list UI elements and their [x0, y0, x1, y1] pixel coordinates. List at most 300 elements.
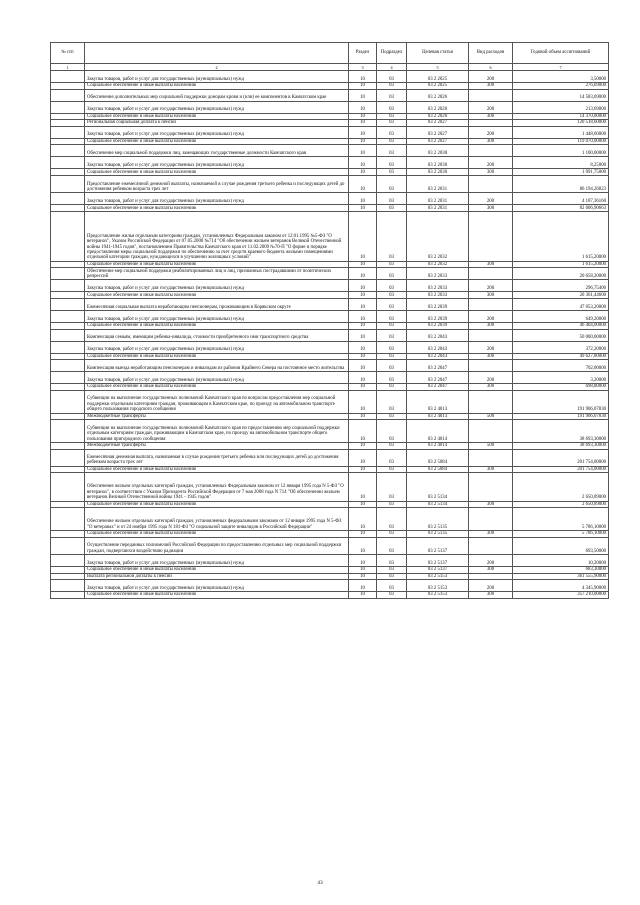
row-sum-cell: 4 345,90000	[513, 580, 609, 592]
row-name-cell: Социальное обеспечение и иные выплаты населению	[85, 261, 349, 268]
table-row	[51, 449, 609, 466]
row-name-cell: Предоставление ежемесячной денежной выплаты, назначаемой в случае рождения третьего ребенка и последующих детей до достижения ребенком возраста трех лет	[85, 175, 349, 192]
row-sum-cell: 82 006,90663	[513, 205, 609, 212]
row-subsection-cell: 03	[377, 449, 407, 466]
row-name-cell: Ежемесячная денежная выплата, назначаемая в случае рождения третьего ребенка или последующих детей до достижения ребенком возраста трех лет	[85, 449, 349, 466]
row-section-cell: 10	[349, 329, 377, 341]
table-header	[51, 43, 609, 71]
row-sum-cell: 5 786,10000	[513, 508, 609, 531]
row-sum-cell: 1 100,00000	[513, 145, 609, 157]
header-volume: Годовой объем ассигнований	[513, 43, 609, 64]
row-sum-cell: 50 000,00000	[513, 329, 609, 341]
row-number-cell	[51, 555, 85, 567]
row-section-cell: 10	[349, 592, 377, 599]
table-row	[51, 442, 609, 449]
table-row	[51, 508, 609, 531]
row-name-cell: Обеспечение жильем отдельных категорий граждан, установленных Федеральным законом от 12 января 1995 года N 5-ФЗ "О ветеранах", в соответствии с Указом Президента Российской Федерации от 7 мая 2008 года N 714 "Об обеспечении жильем ветеранов Великой Отечественной войны 1941 - 1945 годов"	[85, 473, 349, 501]
row-name-cell: Социальное обеспечение и иные выплаты населению	[85, 205, 349, 212]
row-expense-cell: 300	[469, 83, 513, 90]
row-sum-cell: 201 754,00000	[513, 466, 609, 473]
page-number: 43	[317, 880, 323, 886]
row-article-cell: 03 2 2043	[407, 341, 469, 353]
row-expense-cell: 200	[469, 193, 513, 205]
row-expense-cell: 300	[469, 384, 513, 391]
row-number-cell	[51, 298, 85, 310]
row-expense-cell	[469, 473, 513, 501]
row-sum-cell: 2 650,89000	[513, 473, 609, 501]
row-subsection-cell: 03	[377, 508, 407, 531]
row-section-cell: 10	[349, 372, 377, 384]
table-row	[51, 384, 609, 391]
row-article-cell: 03 2 2030	[407, 157, 469, 169]
row-name-cell: Закупка товаров, работ и услуг для государственных (муниципальных) нужд	[85, 101, 349, 113]
row-section-cell: 10	[349, 71, 377, 83]
row-sum-cell: 357 210,00000	[513, 592, 609, 599]
row-sum-cell: 702,00000	[513, 360, 609, 372]
row-sum-cell: 1 615,20000	[513, 211, 609, 261]
row-article-cell: 03 2 2031	[407, 205, 469, 212]
row-section-cell: 10	[349, 322, 377, 329]
row-article-cell: 03 2 2039	[407, 322, 469, 329]
row-expense-cell: 200	[469, 71, 513, 83]
table-row	[51, 145, 609, 157]
row-article-cell: 03 2 2025	[407, 71, 469, 83]
row-expense-cell: 200	[469, 280, 513, 292]
table-row	[51, 372, 609, 384]
row-sum-cell: 46 404,00000	[513, 322, 609, 329]
row-article-cell: 03 2 2047	[407, 372, 469, 384]
table-row	[51, 322, 609, 329]
row-number-cell	[51, 353, 85, 360]
row-expense-cell: 500	[469, 413, 513, 420]
row-article-cell: 03 2 5084	[407, 449, 469, 466]
table-row	[51, 413, 609, 420]
row-name-cell: Предоставление жилья отдельным категориям граждан, установленных Федеральным законом от 12.01.1995 №5-ФЗ "О ветеранах", Указом Российской Федерации от 07.05.2008 №714 "Об обеспечении жильем ветеранов Великой Отечественной войны 1941-1945 годов", постановлением Правительства Камчатского края от 11.02.2009 №70-П "О форме и порядке предоставления меры социальной поддержки по обеспечению за счет средств краевого бюджета жилыми помещениями отдельной категории граждан, нуждающихся в улучшении жилищных условий"	[85, 211, 349, 261]
row-article-cell: 03 2 4013	[407, 390, 469, 413]
row-subsection-cell: 03	[377, 298, 407, 310]
row-section-cell: 10	[349, 298, 377, 310]
budget-table	[50, 42, 609, 599]
row-article-cell: 03 2 2030	[407, 169, 469, 176]
row-name-cell: Обеспечение дополнительных мер социальной поддержки донорам крови и (или) ее компонентов в Камчатском крае	[85, 89, 349, 101]
row-section-cell: 10	[349, 175, 377, 192]
row-article-cell: 03 2 5137	[407, 555, 469, 567]
row-subsection-cell: 03	[377, 384, 407, 391]
row-article-cell: 03 2 2026	[407, 101, 469, 113]
row-number-cell	[51, 531, 85, 538]
row-expense-cell	[469, 537, 513, 554]
row-name-cell: Социальное обеспечение и иные выплаты населению	[85, 322, 349, 329]
row-expense-cell: 300	[469, 531, 513, 538]
row-sum-cell: 86 194,26823	[513, 175, 609, 192]
row-subsection-cell: 03	[377, 531, 407, 538]
row-name-cell: Социальное обеспечение и иные выплаты населению	[85, 501, 349, 508]
table-row	[51, 360, 609, 372]
row-name-cell: Социальное обеспечение и иные выплаты населению	[85, 384, 349, 391]
row-subsection-cell: 03	[377, 413, 407, 420]
table-row	[51, 531, 609, 538]
row-section-cell: 10	[349, 341, 377, 353]
row-article-cell: 03 2 4013	[407, 413, 469, 420]
row-number-cell	[51, 322, 85, 329]
row-article-cell: 03 2 5153	[407, 592, 469, 599]
row-expense-cell: 200	[469, 372, 513, 384]
row-number-cell	[51, 466, 85, 473]
row-number-cell	[51, 360, 85, 372]
row-expense-cell	[469, 145, 513, 157]
row-number-cell	[51, 413, 85, 420]
row-section-cell: 10	[349, 169, 377, 176]
row-article-cell: 03 2 5137	[407, 537, 469, 554]
col-number: 3	[349, 64, 377, 71]
table-row	[51, 473, 609, 501]
row-article-cell: 03 2 2026	[407, 89, 469, 101]
row-sum-cell: 4 187,36160	[513, 193, 609, 205]
row-sum-cell: 119 070,00000	[513, 138, 609, 145]
row-section-cell: 10	[349, 420, 377, 443]
row-expense-cell	[469, 390, 513, 413]
row-expense-cell: 500	[469, 442, 513, 449]
table-row	[51, 292, 609, 299]
header-article: Целевая статья	[407, 43, 469, 64]
row-expense-cell	[469, 120, 513, 127]
table-row	[51, 592, 609, 599]
row-expense-cell	[469, 508, 513, 531]
row-subsection-cell: 03	[377, 157, 407, 169]
row-section-cell: 10	[349, 211, 377, 261]
row-name-cell: Социальное обеспечение и иные выплаты населению	[85, 531, 349, 538]
col-number: 2	[85, 64, 349, 71]
row-section-cell: 10	[349, 580, 377, 592]
table-row	[51, 580, 609, 592]
row-section-cell: 10	[349, 473, 377, 501]
row-sum-cell: 361 555,90000	[513, 573, 609, 580]
row-number-cell	[51, 261, 85, 268]
table-row	[51, 83, 609, 90]
column-numbers-row	[51, 64, 609, 71]
row-number-cell	[51, 384, 85, 391]
table-row	[51, 101, 609, 113]
table-row	[51, 175, 609, 192]
row-expense-cell	[469, 175, 513, 192]
table-row	[51, 113, 609, 120]
row-number-cell	[51, 205, 85, 212]
row-number-cell	[51, 145, 85, 157]
col-number: 1	[51, 64, 85, 71]
row-expense-cell	[469, 329, 513, 341]
row-number-cell	[51, 442, 85, 449]
row-article-cell: 03 2 5084	[407, 466, 469, 473]
row-subsection-cell: 03	[377, 322, 407, 329]
row-expense-cell: 200	[469, 101, 513, 113]
row-name-cell: Обеспечение жильем отдельных категорий граждан, установленных федеральными законами от 12 января 1995 года N 5-ФЗ "О ветеранах" и от 24 ноября 1995 года N 181-ФЗ "О социальной защите инвалидов в Российской Федерации"	[85, 508, 349, 531]
row-sum-cell: 191 906,07830	[513, 390, 609, 413]
header-subsection: Подраздел	[377, 43, 407, 64]
row-subsection-cell: 03	[377, 83, 407, 90]
row-subsection-cell: 03	[377, 466, 407, 473]
table-row	[51, 420, 609, 443]
row-subsection-cell: 03	[377, 120, 407, 127]
row-name-cell: Закупка товаров, работ и услуг для государственных (муниципальных) нужд	[85, 310, 349, 322]
row-subsection-cell: 03	[377, 372, 407, 384]
row-subsection-cell: 03	[377, 211, 407, 261]
row-section-cell: 10	[349, 501, 377, 508]
col-number: 6	[469, 64, 513, 71]
row-article-cell: 03 2 2031	[407, 175, 469, 192]
row-article-cell: 03 2 2027	[407, 120, 469, 127]
row-subsection-cell: 03	[377, 145, 407, 157]
row-section-cell: 10	[349, 390, 377, 413]
row-sum-cell: 1 091,75000	[513, 169, 609, 176]
row-number-cell	[51, 341, 85, 353]
row-sum-cell: 1 448,60000	[513, 126, 609, 138]
row-expense-cell: 200	[469, 157, 513, 169]
row-subsection-cell: 03	[377, 329, 407, 341]
row-article-cell: 03 2 5153	[407, 573, 469, 580]
row-article-cell: 03 2 2027	[407, 126, 469, 138]
table-body	[51, 71, 609, 599]
row-subsection-cell: 03	[377, 555, 407, 567]
row-section-cell: 10	[349, 310, 377, 322]
row-subsection-cell: 03	[377, 592, 407, 599]
row-section-cell: 10	[349, 413, 377, 420]
row-subsection-cell: 03	[377, 310, 407, 322]
row-article-cell: 03 2 5135	[407, 508, 469, 531]
row-subsection-cell: 03	[377, 473, 407, 501]
row-subsection-cell: 03	[377, 501, 407, 508]
row-subsection-cell: 03	[377, 442, 407, 449]
row-article-cell: 03 2 2032	[407, 211, 469, 261]
row-section-cell: 10	[349, 353, 377, 360]
table-row	[51, 205, 609, 212]
row-sum-cell: 49 627,80000	[513, 353, 609, 360]
row-section-cell: 10	[349, 157, 377, 169]
row-expense-cell	[469, 449, 513, 466]
row-article-cell: 03 2 2039	[407, 310, 469, 322]
table-row	[51, 211, 609, 261]
row-article-cell: 03 2 5137	[407, 567, 469, 574]
row-article-cell: 03 2 2043	[407, 329, 469, 341]
table-row	[51, 126, 609, 138]
row-article-cell: 03 2 5135	[407, 531, 469, 538]
row-number-cell	[51, 449, 85, 466]
row-sum-cell: 683,30000	[513, 567, 609, 574]
table-row	[51, 501, 609, 508]
row-subsection-cell: 03	[377, 193, 407, 205]
row-subsection-cell: 03	[377, 341, 407, 353]
table-row	[51, 390, 609, 413]
row-name-cell: Социальное обеспечение и иные выплаты населению	[85, 83, 349, 90]
row-sum-cell: 38 693,30000	[513, 420, 609, 443]
row-sum-cell: 47 053,20000	[513, 298, 609, 310]
row-subsection-cell: 03	[377, 580, 407, 592]
row-section-cell: 10	[349, 268, 377, 280]
row-name-cell: Региональная социальная доплата к пенсии	[85, 120, 349, 127]
row-sum-cell: 20 361,44600	[513, 292, 609, 299]
row-subsection-cell: 03	[377, 360, 407, 372]
row-subsection-cell: 03	[377, 71, 407, 83]
table-row	[51, 89, 609, 101]
row-number-cell	[51, 169, 85, 176]
col-number: 5	[407, 64, 469, 71]
row-subsection-cell: 03	[377, 280, 407, 292]
row-section-cell: 10	[349, 537, 377, 554]
row-expense-cell	[469, 268, 513, 280]
row-section-cell: 10	[349, 101, 377, 113]
table-row	[51, 138, 609, 145]
row-number-cell	[51, 126, 85, 138]
row-expense-cell: 300	[469, 592, 513, 599]
row-expense-cell: 200	[469, 580, 513, 592]
table-row	[51, 169, 609, 176]
row-number-cell	[51, 580, 85, 592]
row-section-cell: 10	[349, 89, 377, 101]
row-section-cell: 10	[349, 531, 377, 538]
row-article-cell: 03 2 2033	[407, 292, 469, 299]
row-subsection-cell: 03	[377, 268, 407, 280]
row-sum-cell: 1 615,20000	[513, 261, 609, 268]
row-subsection-cell: 03	[377, 292, 407, 299]
row-name-cell: Компенсация выезда неработающим пенсионерам и инвалидам из районов Крайнего Севера на постоянное место жительства	[85, 360, 349, 372]
row-article-cell: 03 2 2047	[407, 360, 469, 372]
row-article-cell: 03 2 2027	[407, 138, 469, 145]
row-article-cell: 03 2 4014	[407, 420, 469, 443]
row-section-cell: 10	[349, 145, 377, 157]
row-article-cell: 03 2 2032	[407, 261, 469, 268]
row-expense-cell	[469, 89, 513, 101]
table-row	[51, 573, 609, 580]
row-article-cell: 03 2 2043	[407, 353, 469, 360]
row-number-cell	[51, 292, 85, 299]
row-subsection-cell: 03	[377, 353, 407, 360]
row-article-cell: 03 2 2047	[407, 384, 469, 391]
row-expense-cell: 200	[469, 555, 513, 567]
row-name-cell: Обеспечение мер социальной поддержки реабилитированных лиц и лиц, признанных пострадавшими от политических репрессий	[85, 268, 349, 280]
row-name-cell: Закупка товаров, работ и услуг для государственных (муниципальных) нужд	[85, 555, 349, 567]
row-sum-cell: 191 906,07830	[513, 413, 609, 420]
row-name-cell: Социальное обеспечение и иные выплаты населению	[85, 592, 349, 599]
row-expense-cell: 200	[469, 310, 513, 322]
row-article-cell: 03 2 2039	[407, 298, 469, 310]
row-sum-cell: 5 786,10000	[513, 531, 609, 538]
header-expense: Вид расходов	[469, 43, 513, 64]
row-name-cell: Закупка товаров, работ и услуг для государственных (муниципальных) нужд	[85, 372, 349, 384]
row-subsection-cell: 03	[377, 175, 407, 192]
row-expense-cell	[469, 573, 513, 580]
row-article-cell: 03 2 2033	[407, 268, 469, 280]
row-name-cell: Обеспечение мер социальной поддержки лиц, замещающих государственные должности Камчатского края	[85, 145, 349, 157]
row-section-cell: 10	[349, 292, 377, 299]
row-sum-cell: 649,20000	[513, 310, 609, 322]
table-row	[51, 71, 609, 83]
row-number-cell	[51, 120, 85, 127]
row-expense-cell: 300	[469, 138, 513, 145]
row-article-cell: 03 2 2030	[407, 145, 469, 157]
row-name-cell: Выплата региональной доплаты к пенсии	[85, 573, 349, 580]
row-expense-cell	[469, 211, 513, 261]
row-expense-cell: 300	[469, 466, 513, 473]
table-row	[51, 567, 609, 574]
row-expense-cell: 300	[469, 169, 513, 176]
row-section-cell: 10	[349, 193, 377, 205]
row-subsection-cell: 03	[377, 126, 407, 138]
row-sum-cell: 276,69000	[513, 83, 609, 90]
table-row	[51, 466, 609, 473]
row-name-cell: Социальное обеспечение и иные выплаты населению	[85, 466, 349, 473]
row-name-cell: Закупка товаров, работ и услуг для государственных (муниципальных) нужд	[85, 580, 349, 592]
table-row	[51, 280, 609, 292]
row-number-cell	[51, 473, 85, 501]
row-section-cell: 10	[349, 261, 377, 268]
row-sum-cell: 10,20000	[513, 555, 609, 567]
row-sum-cell: 213,69000	[513, 101, 609, 113]
row-section-cell: 10	[349, 120, 377, 127]
row-sum-cell: 372,20000	[513, 341, 609, 353]
row-expense-cell: 300	[469, 261, 513, 268]
row-section-cell: 10	[349, 205, 377, 212]
row-sum-cell: 693,50000	[513, 537, 609, 554]
row-section-cell: 10	[349, 280, 377, 292]
row-name-cell: Закупка товаров, работ и услуг для государственных (муниципальных) нужд	[85, 71, 349, 83]
table-row	[51, 261, 609, 268]
row-name-cell: Межбюджетные трансферты	[85, 442, 349, 449]
row-name-cell: Социальное обеспечение и иные выплаты населению	[85, 292, 349, 299]
row-number-cell	[51, 537, 85, 554]
row-subsection-cell: 03	[377, 205, 407, 212]
row-number-cell	[51, 71, 85, 83]
row-section-cell: 10	[349, 126, 377, 138]
row-number-cell	[51, 193, 85, 205]
row-expense-cell: 200	[469, 126, 513, 138]
row-sum-cell: 201 754,00000	[513, 449, 609, 466]
row-sum-cell: 698,80000	[513, 384, 609, 391]
row-name-cell: Осуществление переданных полномочий Российской Федерации по предоставлению отдельных мер социальной поддержки граждан, подвергшихся воздействию радиации	[85, 537, 349, 554]
row-sum-cell: 120 518,60000	[513, 120, 609, 127]
row-number-cell	[51, 89, 85, 101]
row-number-cell	[51, 390, 85, 413]
row-number-cell	[51, 567, 85, 574]
row-number-cell	[51, 592, 85, 599]
row-name-cell: Закупка товаров, работ и услуг для государственных (муниципальных) нужд	[85, 280, 349, 292]
row-sum-cell: 38 693,30000	[513, 442, 609, 449]
row-subsection-cell: 03	[377, 89, 407, 101]
row-sum-cell: 8,25000	[513, 157, 609, 169]
row-section-cell: 10	[349, 449, 377, 466]
row-article-cell: 03 2 2025	[407, 83, 469, 90]
row-section-cell: 10	[349, 573, 377, 580]
row-name-cell: Социальное обеспечение и иные выплаты населению	[85, 353, 349, 360]
row-subsection-cell: 03	[377, 169, 407, 176]
row-article-cell: 03 2 2033	[407, 280, 469, 292]
row-name-cell: Социальное обеспечение и иные выплаты населению	[85, 113, 349, 120]
row-name-cell: Межбюджетные трансферты	[85, 413, 349, 420]
row-section-cell: 10	[349, 83, 377, 90]
row-name-cell: Социальное обеспечение и иные выплаты населению	[85, 169, 349, 176]
row-number-cell	[51, 573, 85, 580]
row-article-cell: 03 2 5134	[407, 473, 469, 501]
row-section-cell: 10	[349, 555, 377, 567]
row-section-cell: 10	[349, 138, 377, 145]
row-article-cell: 03 2 5134	[407, 501, 469, 508]
row-name-cell: Закупка товаров, работ и услуг для государственных (муниципальных) нужд	[85, 157, 349, 169]
row-subsection-cell: 03	[377, 390, 407, 413]
row-expense-cell: 200	[469, 341, 513, 353]
header-section: Раздел	[349, 43, 377, 64]
row-expense-cell	[469, 420, 513, 443]
row-section-cell: 10	[349, 567, 377, 574]
row-subsection-cell: 03	[377, 138, 407, 145]
table-row	[51, 157, 609, 169]
